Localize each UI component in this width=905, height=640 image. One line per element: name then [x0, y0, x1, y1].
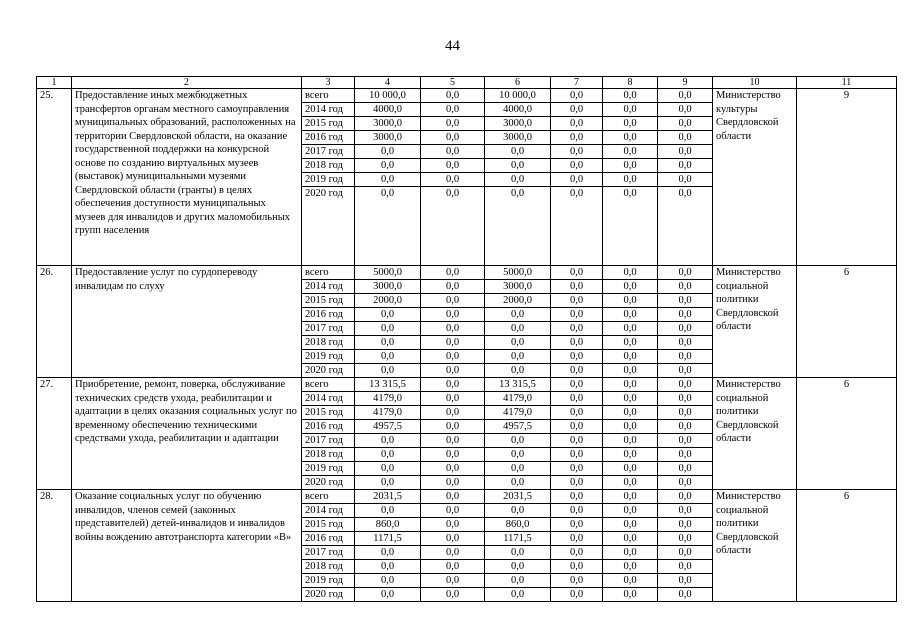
- value-cell-c5: 0,0: [421, 448, 485, 462]
- value-cell-c7: 0,0: [551, 392, 603, 406]
- year-label: 2019 год: [302, 350, 355, 364]
- value-cell-c8: 0,0: [603, 574, 658, 588]
- year-label: 2018 год: [302, 560, 355, 574]
- value-cell-c8: 0,0: [603, 392, 658, 406]
- value-cell-c5: 0,0: [421, 117, 485, 131]
- column-number-9: 9: [658, 77, 713, 89]
- table-row: [37, 490, 897, 504]
- value-cell-c5: 0,0: [421, 103, 485, 117]
- year-label: 2015 год: [302, 294, 355, 308]
- value-cell-c9: 0,0: [658, 103, 713, 117]
- value-cell-c5: 0,0: [421, 546, 485, 560]
- year-label: 2015 год: [302, 406, 355, 420]
- value-cell-c5: 0,0: [421, 364, 485, 378]
- value-cell-c4: 0,0: [355, 504, 421, 518]
- year-label: всего: [302, 490, 355, 504]
- column-number-1: 1: [37, 77, 72, 89]
- value-cell-c8: 0,0: [603, 364, 658, 378]
- value-cell-c6: 0,0: [485, 145, 551, 159]
- value-cell-c4: 0,0: [355, 434, 421, 448]
- value-cell-c8: 0,0: [603, 462, 658, 476]
- value-cell-c9: 0,0: [658, 574, 713, 588]
- value-cell-c7: 0,0: [551, 266, 603, 280]
- value-cell-c9: 0,0: [658, 504, 713, 518]
- value-cell-c5: 0,0: [421, 322, 485, 336]
- value-cell-c6: 0,0: [485, 364, 551, 378]
- value-cell-c5: 0,0: [421, 532, 485, 546]
- value-cell-c6: 4000,0: [485, 103, 551, 117]
- value-cell-c7: 0,0: [551, 187, 603, 266]
- value-cell-c6: 0,0: [485, 336, 551, 350]
- value-cell-c6: 3000,0: [485, 117, 551, 131]
- value-cell-c6: 0,0: [485, 159, 551, 173]
- value-cell-c4: 2000,0: [355, 294, 421, 308]
- value-cell-c9: 0,0: [658, 546, 713, 560]
- value-cell-c7: 0,0: [551, 462, 603, 476]
- value-cell-c5: 0,0: [421, 490, 485, 504]
- value-cell-c6: 4179,0: [485, 406, 551, 420]
- value-cell-c8: 0,0: [603, 173, 658, 187]
- year-label: 2016 год: [302, 308, 355, 322]
- value-cell-c7: 0,0: [551, 504, 603, 518]
- value-cell-c6: 0,0: [485, 504, 551, 518]
- value-cell-c5: 0,0: [421, 131, 485, 145]
- value-cell-c7: 0,0: [551, 532, 603, 546]
- value-cell-c6: 0,0: [485, 574, 551, 588]
- value-cell-c7: 0,0: [551, 350, 603, 364]
- year-label: 2018 год: [302, 159, 355, 173]
- value-cell-c8: 0,0: [603, 308, 658, 322]
- value-cell-c6: 2031,5: [485, 490, 551, 504]
- value-cell-c8: 0,0: [603, 322, 658, 336]
- value-cell-c7: 0,0: [551, 378, 603, 392]
- value-cell-c8: 0,0: [603, 434, 658, 448]
- value-cell-c5: 0,0: [421, 560, 485, 574]
- value-cell-c4: 4179,0: [355, 406, 421, 420]
- value-cell-c4: 0,0: [355, 336, 421, 350]
- value-cell-c4: 0,0: [355, 159, 421, 173]
- value-cell-c5: 0,0: [421, 159, 485, 173]
- value-cell-c7: 0,0: [551, 294, 603, 308]
- value-cell-c8: 0,0: [603, 546, 658, 560]
- value-cell-c5: 0,0: [421, 294, 485, 308]
- value-cell-c4: 4957,5: [355, 420, 421, 434]
- value-cell-c9: 0,0: [658, 145, 713, 159]
- value-cell-c5: 0,0: [421, 504, 485, 518]
- value-cell-c9: 0,0: [658, 280, 713, 294]
- value-cell-c4: 3000,0: [355, 280, 421, 294]
- activity-description: Приобретение, ремонт, поверка, обслуживание технических средств ухода, реабилитации и адаптации в целях оказания социальных услуг по временному обеспечению техническими средствами ухода, реабилитации и адаптации: [72, 378, 302, 490]
- value-cell-c4: 0,0: [355, 364, 421, 378]
- value-cell-c9: 0,0: [658, 159, 713, 173]
- value-cell-c4: 0,0: [355, 322, 421, 336]
- value-cell-c9: 0,0: [658, 350, 713, 364]
- value-cell-c4: 4179,0: [355, 392, 421, 406]
- value-cell-c9: 0,0: [658, 392, 713, 406]
- value-cell-c6: 0,0: [485, 588, 551, 602]
- year-label: 2020 год: [302, 187, 355, 266]
- value-cell-c5: 0,0: [421, 392, 485, 406]
- value-cell-c8: 0,0: [603, 266, 658, 280]
- row-number: 27.: [37, 378, 72, 490]
- value-cell-c7: 0,0: [551, 406, 603, 420]
- year-label: 2019 год: [302, 462, 355, 476]
- value-cell-c4: 0,0: [355, 560, 421, 574]
- value-cell-c9: 0,0: [658, 294, 713, 308]
- value-cell-c6: 0,0: [485, 308, 551, 322]
- column-number-7: 7: [551, 77, 603, 89]
- value-cell-c7: 0,0: [551, 89, 603, 103]
- value-cell-c6: 0,0: [485, 173, 551, 187]
- year-label: 2017 год: [302, 546, 355, 560]
- value-cell-c9: 0,0: [658, 378, 713, 392]
- value-cell-c6: 3000,0: [485, 280, 551, 294]
- activity-description: Предоставление иных межбюджетных трансфертов органам местного самоуправления муниципальных образований, расположенных на территории Свердловской области, на оказание государственной поддержки на конкурсной основе по созданию виртуальных музеев (выставок) муниципальными музеями Свердловской области (гранты) в целях обеспечения доступности муниципальных музеев для инвалидов и других маломобильных групп населения: [72, 89, 302, 266]
- value-cell-c8: 0,0: [603, 187, 658, 266]
- value-cell-c4: 5000,0: [355, 266, 421, 280]
- row-number: 26.: [37, 266, 72, 378]
- value-cell-c9: 0,0: [658, 434, 713, 448]
- value-cell-c4: 860,0: [355, 518, 421, 532]
- value-cell-c4: 0,0: [355, 448, 421, 462]
- value-cell-c8: 0,0: [603, 518, 658, 532]
- year-label: 2014 год: [302, 504, 355, 518]
- value-cell-c6: 0,0: [485, 322, 551, 336]
- value-cell-c7: 0,0: [551, 490, 603, 504]
- year-label: 2020 год: [302, 476, 355, 490]
- value-cell-c9: 0,0: [658, 420, 713, 434]
- year-label: 2020 год: [302, 588, 355, 602]
- value-cell-c4: 0,0: [355, 462, 421, 476]
- responsible-ministry: Министерство социальной политики Свердловской области: [713, 490, 797, 602]
- column-number-4: 4: [355, 77, 421, 89]
- value-cell-c6: 0,0: [485, 560, 551, 574]
- value-cell-c5: 0,0: [421, 518, 485, 532]
- table-row: [37, 266, 897, 280]
- value-cell-c8: 0,0: [603, 159, 658, 173]
- value-cell-c9: 0,0: [658, 462, 713, 476]
- value-cell-c9: 0,0: [658, 364, 713, 378]
- column-number-11: 11: [797, 77, 897, 89]
- value-cell-c9: 0,0: [658, 406, 713, 420]
- value-cell-c9: 0,0: [658, 532, 713, 546]
- value-cell-c9: 0,0: [658, 448, 713, 462]
- value-cell-c8: 0,0: [603, 378, 658, 392]
- value-cell-c6: 4957,5: [485, 420, 551, 434]
- value-cell-c6: 0,0: [485, 546, 551, 560]
- program-table: [36, 76, 897, 602]
- value-cell-c4: 0,0: [355, 476, 421, 490]
- value-cell-c7: 0,0: [551, 364, 603, 378]
- value-cell-c4: 0,0: [355, 173, 421, 187]
- value-cell-c8: 0,0: [603, 350, 658, 364]
- value-cell-c8: 0,0: [603, 406, 658, 420]
- value-cell-c8: 0,0: [603, 117, 658, 131]
- value-cell-c6: 13 315,5: [485, 378, 551, 392]
- responsible-ministry: Министерство культуры Свердловской области: [713, 89, 797, 266]
- value-cell-c7: 0,0: [551, 518, 603, 532]
- year-label: 2018 год: [302, 336, 355, 350]
- value-cell-c5: 0,0: [421, 462, 485, 476]
- year-label: 2014 год: [302, 103, 355, 117]
- year-label: 2015 год: [302, 117, 355, 131]
- value-cell-c6: 4179,0: [485, 392, 551, 406]
- value-cell-c8: 0,0: [603, 560, 658, 574]
- value-cell-c7: 0,0: [551, 434, 603, 448]
- value-cell-c9: 0,0: [658, 173, 713, 187]
- value-cell-c9: 0,0: [658, 336, 713, 350]
- year-label: 2014 год: [302, 280, 355, 294]
- year-label: 2016 год: [302, 131, 355, 145]
- value-cell-c8: 0,0: [603, 89, 658, 103]
- value-cell-c9: 0,0: [658, 89, 713, 103]
- value-cell-c4: 13 315,5: [355, 378, 421, 392]
- value-cell-c6: 0,0: [485, 187, 551, 266]
- activity-description: Предоставление услуг по сурдопереводу инвалидам по слуху: [72, 266, 302, 378]
- value-cell-c7: 0,0: [551, 131, 603, 145]
- value-cell-c4: 0,0: [355, 308, 421, 322]
- year-label: 2017 год: [302, 145, 355, 159]
- value-cell-c8: 0,0: [603, 103, 658, 117]
- year-label: всего: [302, 378, 355, 392]
- activity-description: Оказание социальных услуг по обучению инвалидов, членов семей (законных представителей) детей-инвалидов и инвалидов войны вождению автотранспорта категории «В»: [72, 490, 302, 602]
- responsible-ministry: Министерство социальной политики Свердловской области: [713, 378, 797, 490]
- value-cell-c6: 3000,0: [485, 131, 551, 145]
- column-number-8: 8: [603, 77, 658, 89]
- value-cell-c7: 0,0: [551, 103, 603, 117]
- page-number: 44: [445, 38, 460, 54]
- value-cell-c9: 0,0: [658, 518, 713, 532]
- column-number-2: 2: [72, 77, 302, 89]
- column-number-3: 3: [302, 77, 355, 89]
- target-indicator-number: 6: [797, 266, 897, 378]
- value-cell-c6: 1171,5: [485, 532, 551, 546]
- value-cell-c8: 0,0: [603, 336, 658, 350]
- value-cell-c5: 0,0: [421, 266, 485, 280]
- value-cell-c7: 0,0: [551, 145, 603, 159]
- value-cell-c7: 0,0: [551, 159, 603, 173]
- column-number-10: 10: [713, 77, 797, 89]
- value-cell-c4: 0,0: [355, 187, 421, 266]
- value-cell-c5: 0,0: [421, 145, 485, 159]
- year-label: 2018 год: [302, 448, 355, 462]
- year-label: всего: [302, 266, 355, 280]
- value-cell-c7: 0,0: [551, 560, 603, 574]
- value-cell-c7: 0,0: [551, 322, 603, 336]
- target-indicator-number: 6: [797, 378, 897, 490]
- value-cell-c4: 0,0: [355, 588, 421, 602]
- year-label: 2019 год: [302, 173, 355, 187]
- target-indicator-number: 6: [797, 490, 897, 602]
- value-cell-c9: 0,0: [658, 117, 713, 131]
- value-cell-c6: 0,0: [485, 448, 551, 462]
- target-indicator-number: 9: [797, 89, 897, 266]
- value-cell-c4: 3000,0: [355, 131, 421, 145]
- value-cell-c8: 0,0: [603, 490, 658, 504]
- value-cell-c7: 0,0: [551, 588, 603, 602]
- year-label: 2017 год: [302, 322, 355, 336]
- row-number: 25.: [37, 89, 72, 266]
- value-cell-c5: 0,0: [421, 173, 485, 187]
- value-cell-c6: 5000,0: [485, 266, 551, 280]
- value-cell-c5: 0,0: [421, 350, 485, 364]
- value-cell-c6: 2000,0: [485, 294, 551, 308]
- value-cell-c5: 0,0: [421, 308, 485, 322]
- value-cell-c5: 0,0: [421, 336, 485, 350]
- value-cell-c7: 0,0: [551, 546, 603, 560]
- value-cell-c9: 0,0: [658, 308, 713, 322]
- table-row: [37, 89, 897, 103]
- value-cell-c7: 0,0: [551, 336, 603, 350]
- value-cell-c6: 0,0: [485, 476, 551, 490]
- value-cell-c4: 4000,0: [355, 103, 421, 117]
- value-cell-c6: 0,0: [485, 462, 551, 476]
- value-cell-c4: 10 000,0: [355, 89, 421, 103]
- value-cell-c9: 0,0: [658, 588, 713, 602]
- value-cell-c7: 0,0: [551, 420, 603, 434]
- value-cell-c9: 0,0: [658, 187, 713, 266]
- value-cell-c6: 10 000,0: [485, 89, 551, 103]
- value-cell-c7: 0,0: [551, 448, 603, 462]
- value-cell-c9: 0,0: [658, 131, 713, 145]
- value-cell-c6: 860,0: [485, 518, 551, 532]
- value-cell-c9: 0,0: [658, 476, 713, 490]
- value-cell-c4: 3000,0: [355, 117, 421, 131]
- value-cell-c4: 0,0: [355, 350, 421, 364]
- value-cell-c4: 2031,5: [355, 490, 421, 504]
- value-cell-c8: 0,0: [603, 420, 658, 434]
- row-number: 28.: [37, 490, 72, 602]
- value-cell-c5: 0,0: [421, 588, 485, 602]
- year-label: 2017 год: [302, 434, 355, 448]
- value-cell-c5: 0,0: [421, 378, 485, 392]
- value-cell-c9: 0,0: [658, 322, 713, 336]
- value-cell-c7: 0,0: [551, 280, 603, 294]
- value-cell-c5: 0,0: [421, 280, 485, 294]
- value-cell-c5: 0,0: [421, 434, 485, 448]
- year-label: 2019 год: [302, 574, 355, 588]
- value-cell-c6: 0,0: [485, 350, 551, 364]
- value-cell-c5: 0,0: [421, 406, 485, 420]
- value-cell-c5: 0,0: [421, 187, 485, 266]
- value-cell-c8: 0,0: [603, 448, 658, 462]
- value-cell-c5: 0,0: [421, 574, 485, 588]
- value-cell-c8: 0,0: [603, 504, 658, 518]
- value-cell-c8: 0,0: [603, 476, 658, 490]
- year-label: 2014 год: [302, 392, 355, 406]
- value-cell-c8: 0,0: [603, 131, 658, 145]
- column-number-5: 5: [421, 77, 485, 89]
- year-label: 2016 год: [302, 420, 355, 434]
- value-cell-c9: 0,0: [658, 560, 713, 574]
- value-cell-c4: 0,0: [355, 145, 421, 159]
- value-cell-c7: 0,0: [551, 117, 603, 131]
- year-label: 2015 год: [302, 518, 355, 532]
- value-cell-c7: 0,0: [551, 574, 603, 588]
- value-cell-c5: 0,0: [421, 476, 485, 490]
- value-cell-c8: 0,0: [603, 280, 658, 294]
- value-cell-c8: 0,0: [603, 294, 658, 308]
- value-cell-c5: 0,0: [421, 420, 485, 434]
- column-number-6: 6: [485, 77, 551, 89]
- year-label: 2020 год: [302, 364, 355, 378]
- year-label: 2016 год: [302, 532, 355, 546]
- value-cell-c6: 0,0: [485, 434, 551, 448]
- value-cell-c8: 0,0: [603, 532, 658, 546]
- value-cell-c4: 0,0: [355, 574, 421, 588]
- table-row: [37, 378, 897, 392]
- value-cell-c9: 0,0: [658, 490, 713, 504]
- value-cell-c4: 1171,5: [355, 532, 421, 546]
- value-cell-c9: 0,0: [658, 266, 713, 280]
- value-cell-c4: 0,0: [355, 546, 421, 560]
- responsible-ministry: Министерство социальной политики Свердловской области: [713, 266, 797, 378]
- value-cell-c7: 0,0: [551, 308, 603, 322]
- value-cell-c7: 0,0: [551, 173, 603, 187]
- value-cell-c8: 0,0: [603, 588, 658, 602]
- column-number-row: [37, 77, 897, 89]
- value-cell-c5: 0,0: [421, 89, 485, 103]
- year-label: всего: [302, 89, 355, 103]
- value-cell-c7: 0,0: [551, 476, 603, 490]
- value-cell-c8: 0,0: [603, 145, 658, 159]
